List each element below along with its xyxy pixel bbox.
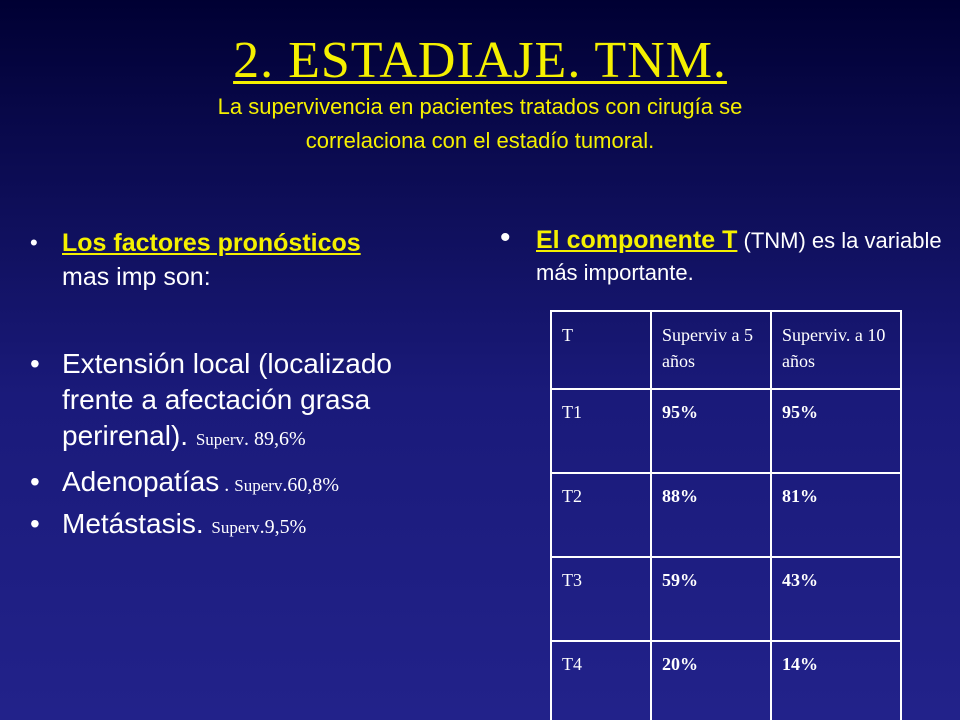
subtitle-line-2: correlaciona con el estadío tumoral.: [305, 128, 655, 153]
bullet-dot-icon: •: [30, 466, 40, 497]
adenopatias-survival: [219, 474, 339, 496]
table-cell: 59%: [651, 557, 771, 641]
adenopatias-text: Adenopatías: [62, 466, 220, 497]
extension-sv-prefix: Superv: [195, 430, 245, 449]
bullet-dot-icon: •: [500, 221, 511, 254]
table-cell: 43%: [771, 557, 901, 641]
factores-rest: mas imp son:: [62, 263, 211, 291]
bullet-dot-icon: •: [30, 348, 40, 379]
bullet-factores: [30, 226, 470, 294]
table-header-cell: Superviv a 5 años: [651, 311, 771, 389]
bullet-dot-icon: •: [30, 508, 40, 539]
slide-header: [0, 32, 960, 158]
table-cell: T3: [551, 557, 651, 641]
slide-title: 2. ESTADIAJE. TNM.: [233, 32, 727, 89]
extension-text: Extensión local (localizado frente a afectación grasa perirenal).: [62, 348, 392, 451]
bullet-adenopatias: [30, 464, 470, 504]
survival-table: [550, 310, 902, 720]
table-cell: T2: [551, 473, 651, 557]
table-cell: 20%: [651, 641, 771, 720]
extension-sv-value: . 89,6%: [244, 428, 306, 450]
table-header-cell: T: [551, 311, 651, 389]
metastasis-text: Metástasis.: [62, 508, 204, 539]
table-cell: T4: [551, 641, 651, 720]
table-cell: T1: [551, 389, 651, 473]
table-header-cell: Superviv. a 10 años: [771, 311, 901, 389]
table-row: [551, 557, 901, 641]
bullet-metastasis: [30, 506, 470, 546]
subtitle-line-1: La supervivencia en pacientes tratados con cirugía se: [217, 94, 743, 119]
table-cell: 81%: [771, 473, 901, 557]
extension-survival: [196, 428, 306, 450]
table-row: [551, 389, 901, 473]
table-cell: 88%: [651, 473, 771, 557]
componente-rest: (TNM) es la variable más importante.: [536, 228, 942, 285]
bullet-dot-icon: •: [30, 230, 38, 255]
componente-heading: El componente T: [536, 226, 738, 254]
factores-heading: Los factores pronósticos: [62, 229, 361, 257]
bullet-componente-t: [500, 221, 950, 289]
metastasis-survival: [211, 516, 306, 538]
bullet-extension: [30, 346, 470, 458]
table-row: [551, 641, 901, 720]
table-row: [551, 473, 901, 557]
right-bullet-list: [500, 221, 950, 289]
table-cell: 14%: [771, 641, 901, 720]
metastasis-sv-prefix: Superv: [211, 518, 260, 537]
slide-subtitle: [0, 90, 960, 158]
adenopatias-sv-prefix: Superv: [234, 476, 283, 495]
left-bullet-list: [30, 226, 470, 546]
adenopatias-sv-value: .60,8%: [282, 474, 340, 496]
table-cell: 95%: [771, 389, 901, 473]
adenopatias-dot: .: [219, 474, 235, 496]
table-cell: 95%: [651, 389, 771, 473]
metastasis-sv-value: .9,5%: [259, 516, 307, 538]
table-header-row: [551, 311, 901, 389]
